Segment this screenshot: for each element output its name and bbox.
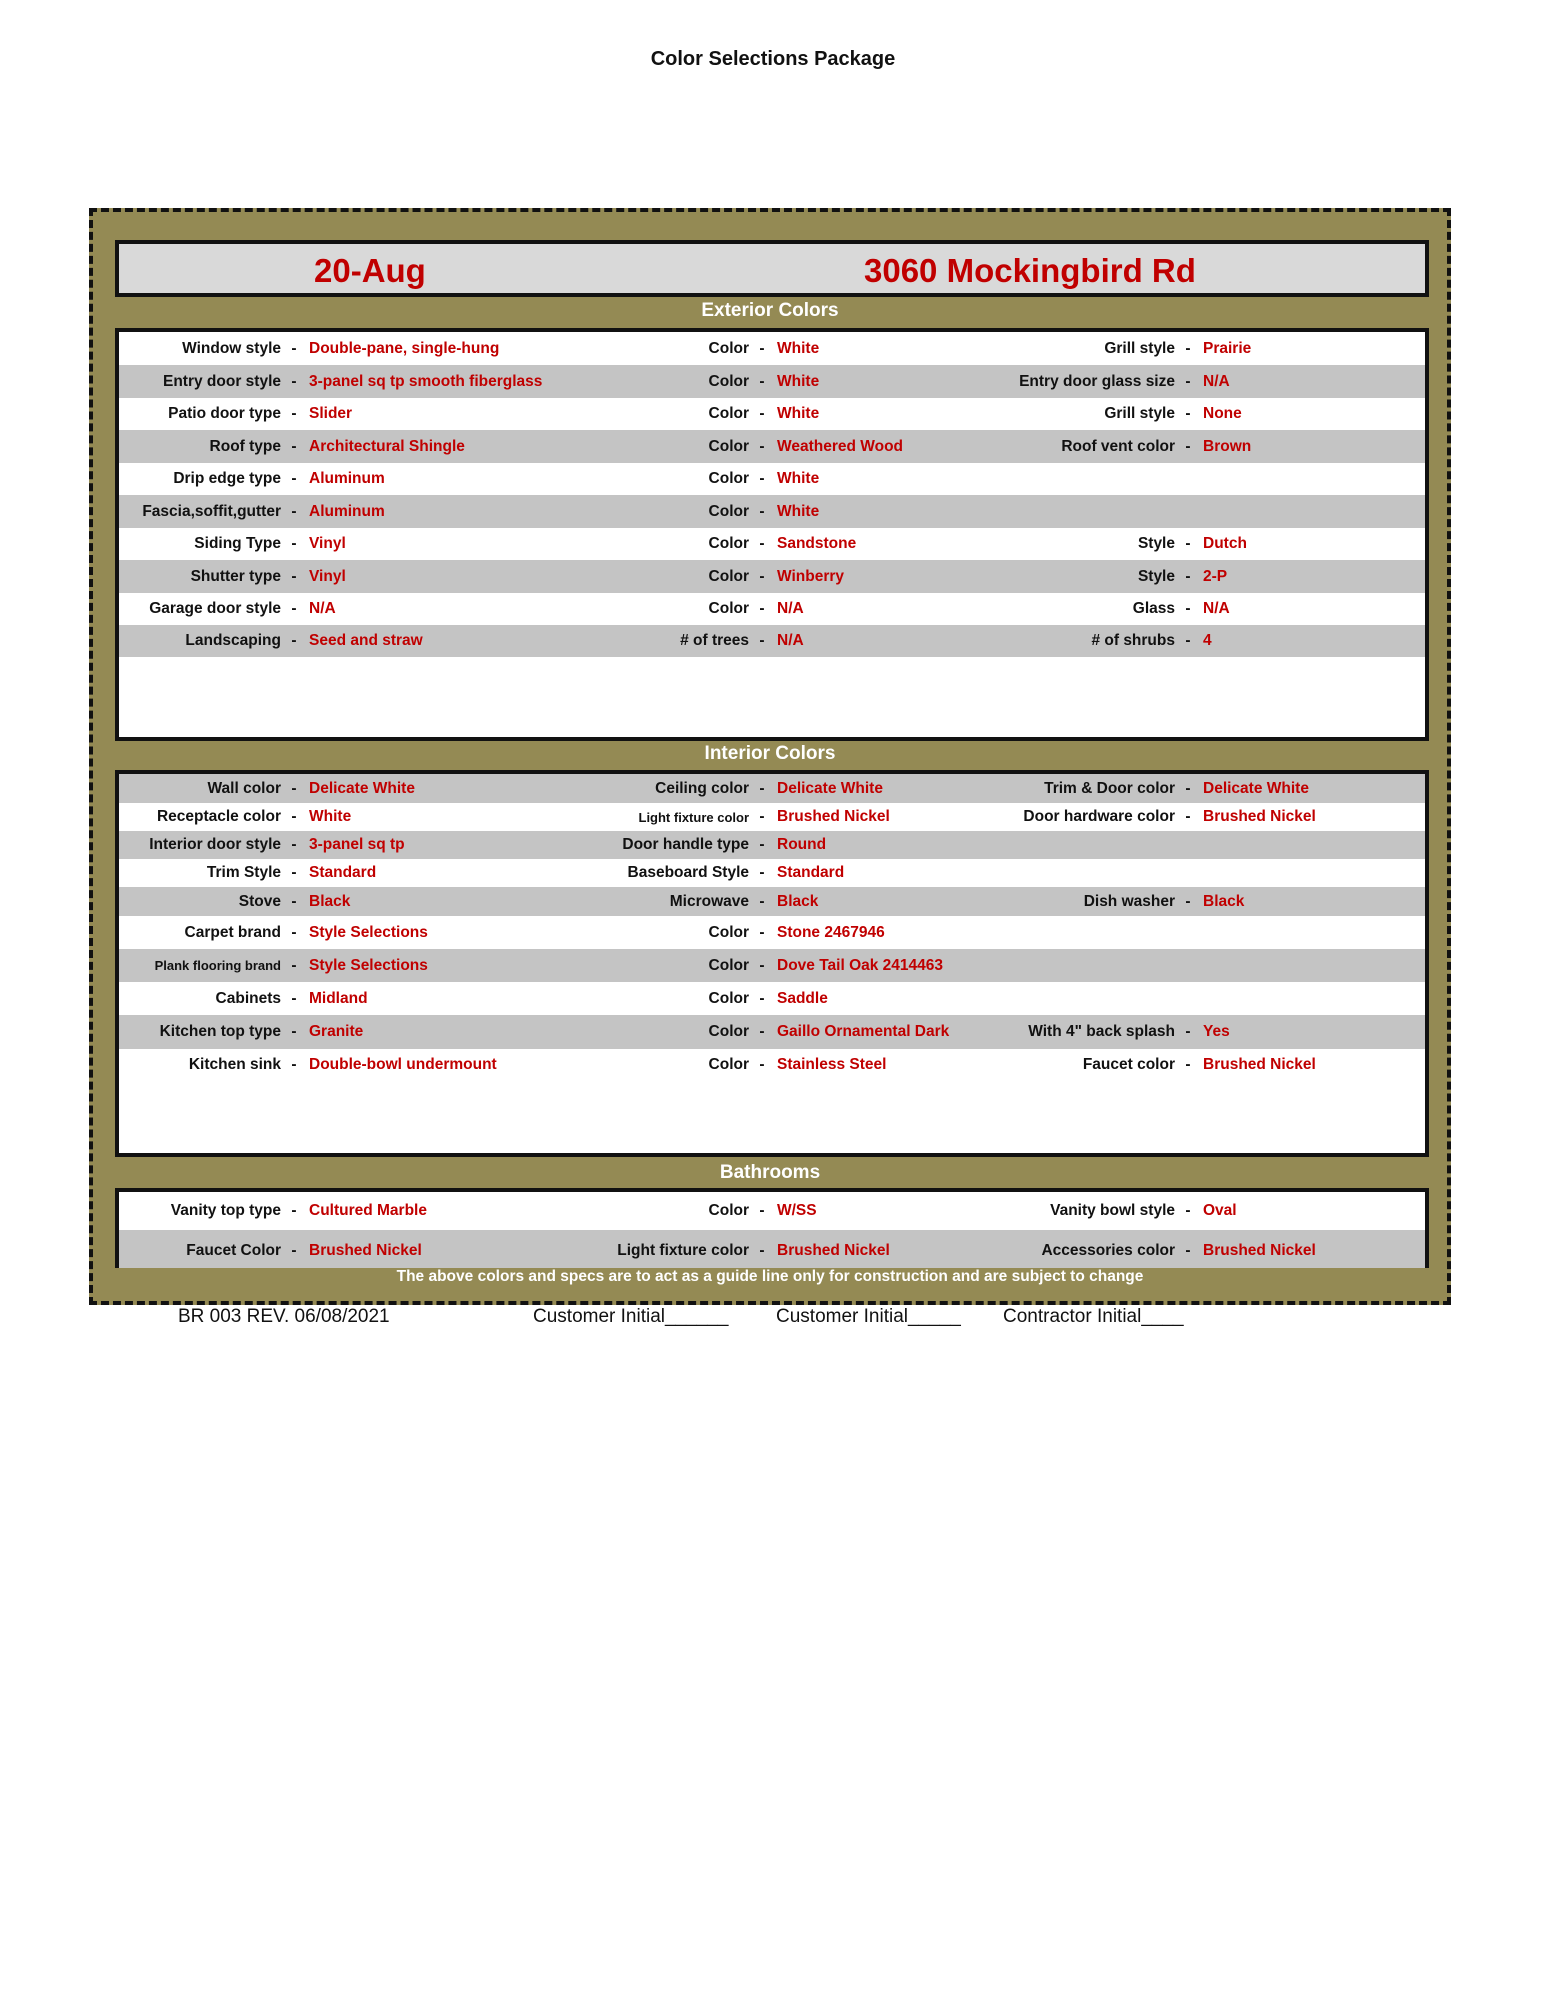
field-value: N/A — [309, 600, 336, 617]
field-label: Color — [708, 372, 749, 390]
field-label: Color — [708, 989, 749, 1007]
separator: - — [291, 1242, 297, 1259]
separator: - — [759, 779, 765, 797]
field-value: Aluminum — [309, 502, 385, 520]
table-row — [119, 774, 1425, 803]
field-label: Interior door style — [149, 836, 281, 853]
header-address: 3060 Mockingbird Rd — [864, 252, 1196, 289]
table-row — [119, 430, 1425, 463]
field-value: 2-P — [1203, 567, 1228, 585]
field-label: Window style — [182, 339, 281, 357]
separator: - — [759, 567, 765, 585]
separator: - — [1185, 1023, 1191, 1040]
field-label: Entry door style — [163, 372, 281, 390]
table-row — [119, 949, 1425, 982]
separator: - — [759, 1023, 765, 1040]
field-value: Dove Tail Oak 2414463 — [777, 956, 944, 974]
field-label: Dish washer — [1083, 892, 1175, 910]
field-label: Vanity bowl style — [1050, 1202, 1175, 1219]
field-value: Brushed Nickel — [1203, 1055, 1316, 1073]
field-label: Microwave — [669, 892, 749, 910]
separator: - — [1185, 437, 1191, 455]
field-value: Style Selections — [309, 923, 428, 941]
field-value: N/A — [1203, 372, 1230, 390]
field-value: Vinyl — [309, 535, 346, 552]
header-box — [115, 240, 1429, 297]
field-value: None — [1203, 405, 1242, 422]
separator: - — [1185, 892, 1191, 910]
field-value: White — [309, 808, 352, 825]
field-label: Color — [708, 535, 749, 552]
field-label: Fascia,soffit,gutter — [142, 502, 281, 520]
contractor-initial: Contractor Initial____ — [1003, 1306, 1184, 1327]
separator: - — [1185, 405, 1191, 422]
field-value: Double-bowl undermount — [309, 1055, 497, 1073]
separator: - — [759, 808, 765, 825]
table-row — [119, 1049, 1425, 1080]
bathrooms-section-title: Bathrooms — [719, 1162, 821, 1183]
field-label: Siding Type — [194, 535, 281, 552]
separator: - — [291, 808, 297, 825]
field-value: White — [777, 502, 820, 520]
field-value: Stone 2467946 — [777, 923, 885, 941]
field-value: Winberry — [777, 567, 845, 585]
field-value: White — [777, 339, 820, 357]
bathrooms-table — [115, 1188, 1429, 1268]
separator: - — [759, 1242, 765, 1259]
field-label: With 4" back splash — [1028, 1023, 1175, 1040]
separator: - — [759, 1202, 765, 1219]
separator: - — [759, 1055, 765, 1073]
field-label: # of shrubs — [1091, 632, 1175, 649]
field-value: 3-panel sq tp — [309, 836, 405, 853]
field-value: N/A — [1203, 600, 1230, 617]
exterior-section-title: Exterior Colors — [701, 300, 839, 321]
field-label: Light fixture color — [638, 809, 749, 825]
header-date: 20-Aug — [314, 252, 426, 289]
separator: - — [759, 470, 765, 487]
table-row — [119, 398, 1425, 430]
field-value: Round — [777, 836, 827, 853]
customer-initial-1: Customer Initial______ — [533, 1306, 729, 1327]
field-value: Double-pane, single-hung — [309, 339, 500, 357]
field-value: Style Selections — [309, 956, 428, 974]
table-row — [119, 982, 1425, 1015]
form-id: BR 003 REV. 06/08/2021 — [178, 1306, 390, 1327]
table-row — [119, 593, 1425, 625]
field-label: Color — [708, 339, 749, 357]
separator: - — [291, 600, 297, 617]
table-row — [119, 495, 1425, 528]
field-value: Delicate White — [777, 779, 883, 797]
field-label: Kitchen top type — [159, 1023, 281, 1040]
field-value: Stainless Steel — [777, 1055, 887, 1073]
separator: - — [1185, 1055, 1191, 1073]
exterior-table — [115, 328, 1429, 741]
separator: - — [1185, 1242, 1191, 1259]
field-label: Carpet brand — [184, 923, 281, 941]
separator: - — [759, 989, 765, 1007]
field-label: Wall color — [207, 779, 281, 797]
field-value: Sandstone — [777, 535, 857, 552]
page-title: Color Selections Package — [650, 48, 896, 70]
field-label: Plank flooring brand — [154, 958, 281, 973]
field-value: Vinyl — [309, 567, 346, 585]
field-label: Style — [1137, 535, 1175, 552]
separator: - — [291, 1055, 297, 1073]
field-label: Grill style — [1104, 405, 1175, 422]
separator: - — [291, 956, 297, 974]
separator: - — [1185, 779, 1191, 797]
field-value: Weathered Wood — [777, 437, 904, 455]
field-label: Light fixture color — [617, 1242, 749, 1259]
field-label: Style — [1137, 567, 1175, 585]
table-row — [119, 332, 1425, 365]
separator: - — [1185, 632, 1191, 649]
field-value: Dutch — [1203, 535, 1247, 552]
field-label: Trim & Door color — [1044, 779, 1175, 797]
separator: - — [291, 892, 297, 910]
field-value: Saddle — [777, 989, 828, 1007]
field-value: Slider — [309, 405, 353, 422]
field-value: White — [777, 372, 820, 390]
field-label: Roof type — [209, 437, 281, 455]
separator: - — [759, 339, 765, 357]
table-row — [119, 1015, 1425, 1049]
field-label: Entry door glass size — [1019, 372, 1175, 390]
separator: - — [1185, 1202, 1191, 1219]
field-value: N/A — [777, 600, 804, 617]
separator: - — [291, 989, 297, 1007]
separator: - — [291, 923, 297, 941]
field-value: Gaillo Ornamental Dark — [777, 1023, 950, 1040]
field-label: Accessories color — [1041, 1242, 1175, 1259]
field-value: Brushed Nickel — [1203, 808, 1316, 825]
field-label: Vanity top type — [170, 1202, 281, 1219]
separator: - — [1185, 600, 1191, 617]
separator: - — [1185, 535, 1191, 552]
field-value: W/SS — [777, 1202, 817, 1219]
separator: - — [291, 779, 297, 797]
separator: - — [291, 1202, 297, 1219]
table-row — [119, 916, 1425, 949]
field-label: Kitchen sink — [188, 1055, 281, 1073]
separator: - — [1185, 339, 1191, 357]
separator: - — [291, 437, 297, 455]
field-value: Delicate White — [1203, 779, 1309, 797]
table-row — [119, 528, 1425, 560]
separator: - — [1185, 372, 1191, 390]
field-value: Black — [309, 892, 351, 910]
separator: - — [759, 864, 765, 881]
field-value: Seed and straw — [309, 632, 423, 649]
separator: - — [1185, 567, 1191, 585]
interior-section-title: Interior Colors — [704, 743, 836, 764]
separator: - — [759, 892, 765, 910]
field-label: Ceiling color — [655, 779, 749, 797]
field-value: Brushed Nickel — [777, 808, 890, 825]
separator: - — [1185, 808, 1191, 825]
field-value: Brushed Nickel — [1203, 1242, 1316, 1259]
field-label: Color — [708, 1055, 749, 1073]
field-value: Granite — [309, 1023, 364, 1040]
field-label: Landscaping — [185, 632, 281, 649]
field-value: Aluminum — [309, 470, 385, 487]
field-value: Yes — [1203, 1023, 1230, 1040]
separator: - — [759, 956, 765, 974]
field-value: Architectural Shingle — [309, 437, 465, 455]
separator: - — [291, 864, 297, 881]
field-label: Color — [708, 923, 749, 941]
field-value: Prairie — [1203, 339, 1252, 357]
separator: - — [291, 836, 297, 853]
field-value: Midland — [309, 989, 368, 1007]
field-value: Brown — [1203, 437, 1252, 455]
disclaimer-text: The above colors and specs are to act as a guide line only for construction and are subject to change — [396, 1268, 1144, 1285]
table-row — [119, 887, 1425, 916]
separator: - — [291, 405, 297, 422]
field-value: Brushed Nickel — [777, 1242, 890, 1259]
table-row — [119, 1230, 1425, 1268]
field-label: Door handle type — [622, 836, 749, 853]
field-value: 3-panel sq tp smooth fiberglass — [309, 372, 543, 390]
separator: - — [291, 339, 297, 357]
field-value: Black — [777, 892, 819, 910]
field-label: Garage door style — [149, 600, 281, 617]
field-label: Color — [708, 956, 749, 974]
field-label: Roof vent color — [1061, 437, 1175, 455]
field-label: Color — [708, 1202, 749, 1219]
field-value: Cultured Marble — [309, 1202, 427, 1219]
field-label: Cabinets — [215, 989, 281, 1007]
table-row — [119, 1192, 1425, 1230]
table-row — [119, 365, 1425, 398]
separator: - — [759, 600, 765, 617]
separator: - — [759, 437, 765, 455]
selections-frame — [89, 208, 1451, 1305]
field-label: Color — [708, 437, 749, 455]
field-label: Door hardware color — [1023, 808, 1175, 825]
table-row — [119, 560, 1425, 593]
field-label: Receptacle color — [156, 808, 281, 825]
separator: - — [759, 372, 765, 390]
field-value: Standard — [309, 864, 377, 881]
interior-table — [115, 770, 1429, 1157]
table-row — [119, 831, 1425, 859]
field-label: # of trees — [680, 632, 749, 649]
separator: - — [759, 923, 765, 941]
field-label: Color — [708, 502, 749, 520]
field-value: Oval — [1203, 1202, 1237, 1219]
field-label: Trim Style — [206, 864, 281, 881]
field-value: 4 — [1203, 632, 1212, 649]
field-value: Delicate White — [309, 779, 415, 797]
field-label: Glass — [1132, 600, 1175, 617]
field-value: White — [777, 470, 820, 487]
field-label: Color — [708, 600, 749, 617]
field-value: Black — [1203, 892, 1245, 910]
table-row — [119, 859, 1425, 887]
separator: - — [291, 1023, 297, 1040]
field-label: Color — [708, 470, 749, 487]
field-label: Color — [708, 567, 749, 585]
field-label: Shutter type — [190, 567, 281, 585]
field-value: N/A — [777, 632, 804, 649]
separator: - — [291, 502, 297, 520]
separator: - — [291, 372, 297, 390]
separator: - — [759, 836, 765, 853]
field-label: Drip edge type — [173, 470, 281, 487]
field-value: White — [777, 405, 820, 422]
field-label: Color — [708, 405, 749, 422]
separator: - — [291, 632, 297, 649]
field-label: Stove — [238, 892, 281, 910]
separator: - — [291, 470, 297, 487]
table-row — [119, 463, 1425, 495]
customer-initial-2: Customer Initial_____ — [776, 1306, 961, 1327]
separator: - — [759, 535, 765, 552]
separator: - — [759, 502, 765, 520]
field-label: Color — [708, 1023, 749, 1040]
separator: - — [759, 632, 765, 649]
field-value: Standard — [777, 864, 845, 881]
field-label: Patio door type — [168, 405, 281, 422]
separator: - — [759, 405, 765, 422]
field-label: Grill style — [1104, 339, 1175, 357]
table-row — [119, 625, 1425, 657]
separator: - — [291, 567, 297, 585]
field-label: Faucet color — [1082, 1055, 1175, 1073]
table-row — [119, 803, 1425, 831]
field-label: Faucet Color — [186, 1242, 281, 1259]
field-value: Brushed Nickel — [309, 1242, 422, 1259]
field-label: Baseboard Style — [627, 864, 749, 881]
separator: - — [291, 535, 297, 552]
